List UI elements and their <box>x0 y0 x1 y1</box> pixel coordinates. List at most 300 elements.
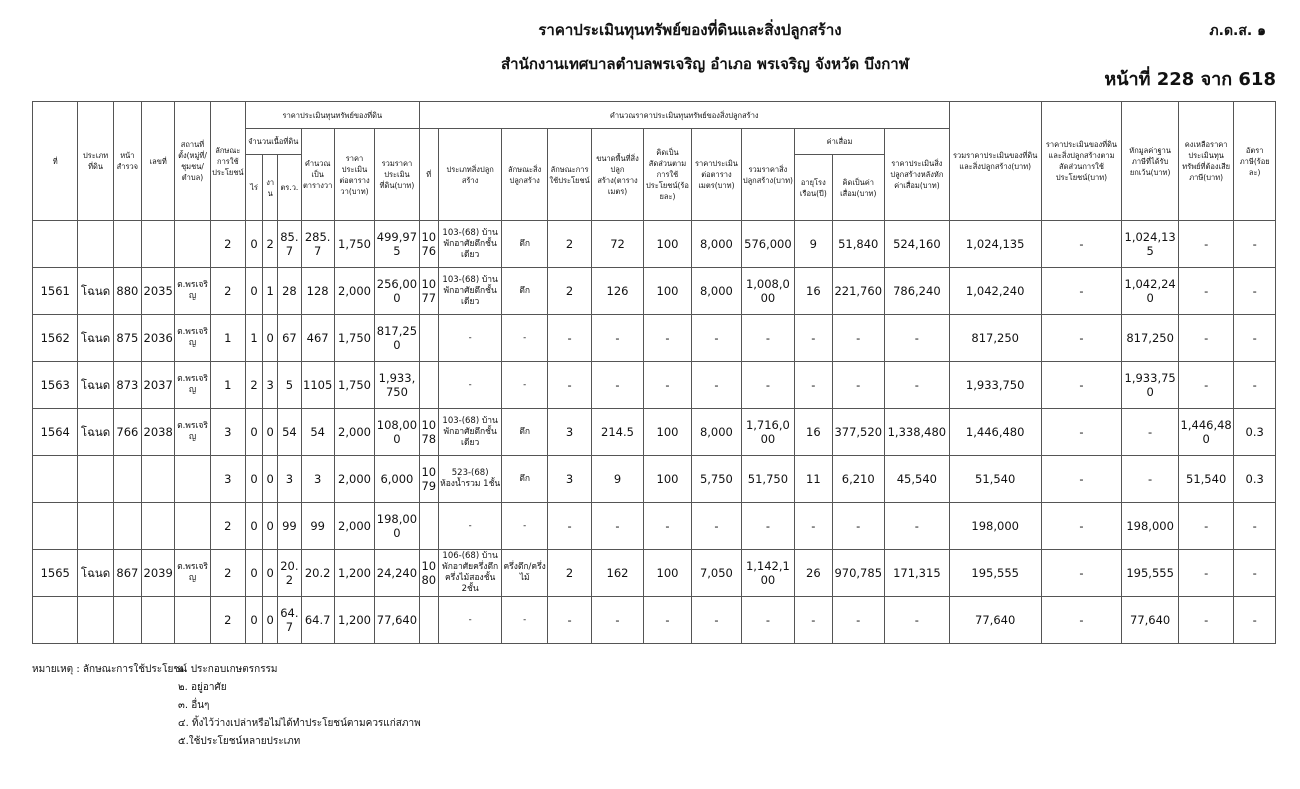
cell-price-per-sqwa: 2,000 <box>334 456 374 503</box>
cell-total-land-price: 198,000 <box>375 503 419 550</box>
cell-location: ต.พรเจริญ <box>175 268 210 315</box>
cell-rai: 2 <box>245 362 262 409</box>
cell-doc-no <box>142 221 175 268</box>
cell-bld-type: 523-(68) ห้องน้ำรวม 1ชั้น <box>438 456 502 503</box>
col-header-usage: ลักษณะการใช้ประโยชน์ <box>210 102 245 221</box>
col-header-doc-no: เลขที่ <box>142 102 175 221</box>
cell-location <box>175 221 210 268</box>
col-header-bld-type: ประเภทสิ่งปลูกสร้าง <box>438 129 502 221</box>
notes-section <box>32 661 421 751</box>
note-item: ๒. อยู่อาศัย <box>178 682 227 693</box>
cell-total-all: 77,640 <box>949 597 1041 644</box>
cell-exemption: 817,250 <box>1122 315 1179 362</box>
cell-total-land-price: 6,000 <box>375 456 419 503</box>
cell-doc-no <box>142 597 175 644</box>
cell-bld-no <box>419 503 438 550</box>
cell-bld-kind: - <box>502 362 547 409</box>
cell-no <box>33 456 78 503</box>
table-row <box>33 456 1276 503</box>
cell-bld-no <box>419 597 438 644</box>
col-header-proportional: ราคาประเมินของที่ดินและสิ่งปลูกสร้างตามสัดส่วนการใช้ประโยชน์(บาท) <box>1041 102 1122 221</box>
col-header-bld-after-depr: ราคาประเมินสิ่งปลูกสร้างหลังหักค่าเสื่อม(บาท) <box>884 129 949 221</box>
cell-bld-usage: - <box>547 362 591 409</box>
cell-bld-type: - <box>438 503 502 550</box>
cell-usage: 2 <box>210 550 245 597</box>
note-item: ๑. ประกอบเกษตรกรรม <box>178 664 278 675</box>
col-header-total-all: รวมราคาประเมินของที่ดินและสิ่งปลูกสร้าง(บาท) <box>949 102 1041 221</box>
cell-bld-price-sqm: - <box>692 503 741 550</box>
cell-land-type: โฉนด <box>78 550 113 597</box>
cell-calc-sqwa: 3 <box>301 456 334 503</box>
cell-bld-kind: - <box>502 315 547 362</box>
cell-usage: 3 <box>210 456 245 503</box>
cell-rai: 0 <box>245 503 262 550</box>
cell-remaining: - <box>1178 221 1234 268</box>
cell-no: 1562 <box>33 315 78 362</box>
cell-rai: 1 <box>245 315 262 362</box>
cell-total-all: 817,250 <box>949 315 1041 362</box>
cell-bld-type: - <box>438 315 502 362</box>
cell-survey-page <box>113 221 141 268</box>
cell-depr-amount: 51,840 <box>832 221 884 268</box>
cell-wa: 85.7 <box>278 221 301 268</box>
cell-ngan: 0 <box>263 503 278 550</box>
cell-bld-no: 1080 <box>419 550 438 597</box>
cell-location: ต.พรเจริญ <box>175 315 210 362</box>
cell-tax-rate: 0.3 <box>1234 456 1276 503</box>
page-info: หน้าที่ 228 จาก 618 <box>1104 69 1276 90</box>
cell-bld-kind: - <box>502 597 547 644</box>
cell-doc-no: 2036 <box>142 315 175 362</box>
cell-survey-page: 880 <box>113 268 141 315</box>
cell-bld-kind: ครึ่งตึก/ครึ่งไม้ <box>502 550 547 597</box>
cell-calc-sqwa: 64.7 <box>301 597 334 644</box>
cell-calc-sqwa: 285.7 <box>301 221 334 268</box>
cell-depr-amount: 6,210 <box>832 456 884 503</box>
cell-depr-amount: 970,785 <box>832 550 884 597</box>
cell-bld-after-depr: 171,315 <box>884 550 949 597</box>
table-row <box>33 268 1276 315</box>
cell-land-type: โฉนด <box>78 362 113 409</box>
cell-bld-size: - <box>592 503 643 550</box>
cell-survey-page: 867 <box>113 550 141 597</box>
cell-land-type <box>78 503 113 550</box>
col-header-bld-usage: ลักษณะการใช้ประโยชน์ <box>547 129 591 221</box>
note-item: ๓. อื่นๆ <box>178 700 210 711</box>
cell-ngan: 0 <box>263 550 278 597</box>
col-header-calc-sqwa: คำนวณเป็นตารางวา <box>301 129 334 221</box>
cell-bld-size: - <box>592 362 643 409</box>
cell-bld-size: - <box>592 597 643 644</box>
cell-ngan: 0 <box>263 315 278 362</box>
cell-age: - <box>795 315 832 362</box>
cell-depr-amount: - <box>832 597 884 644</box>
cell-no <box>33 503 78 550</box>
cell-wa: 67 <box>278 315 301 362</box>
cell-bld-price-sqm: - <box>692 362 741 409</box>
cell-depr-amount: - <box>832 315 884 362</box>
cell-bld-price-sqm: 8,000 <box>692 268 741 315</box>
cell-calc-sqwa: 128 <box>301 268 334 315</box>
cell-survey-page: 875 <box>113 315 141 362</box>
cell-bld-usage: 2 <box>547 221 591 268</box>
cell-ngan: 1 <box>263 268 278 315</box>
cell-price-per-sqwa: 2,000 <box>334 268 374 315</box>
cell-depr-amount: 221,760 <box>832 268 884 315</box>
col-header-bld-no: ที่ <box>419 129 438 221</box>
cell-bld-size: - <box>592 315 643 362</box>
cell-usage: 2 <box>210 503 245 550</box>
cell-tax-rate: - <box>1234 550 1276 597</box>
cell-depr-amount: 377,520 <box>832 409 884 456</box>
cell-wa: 5 <box>278 362 301 409</box>
cell-survey-page: 766 <box>113 409 141 456</box>
cell-proportional: - <box>1041 597 1122 644</box>
cell-location: ต.พรเจริญ <box>175 550 210 597</box>
cell-bld-price-sqm: 7,050 <box>692 550 741 597</box>
cell-bld-total: 1,142,100 <box>741 550 795 597</box>
cell-total-land-price: 108,000 <box>375 409 419 456</box>
cell-proportional: - <box>1041 550 1122 597</box>
cell-price-per-sqwa: 1,750 <box>334 221 374 268</box>
cell-ngan: 0 <box>263 597 278 644</box>
cell-bld-no: 1079 <box>419 456 438 503</box>
cell-doc-no: 2039 <box>142 550 175 597</box>
cell-remaining: 1,446,480 <box>1178 409 1234 456</box>
cell-exemption: 77,640 <box>1122 597 1179 644</box>
cell-total-all: 51,540 <box>949 456 1041 503</box>
cell-bld-kind: ตึก <box>502 409 547 456</box>
cell-doc-no: 2038 <box>142 409 175 456</box>
cell-calc-sqwa: 467 <box>301 315 334 362</box>
cell-usage: 2 <box>210 221 245 268</box>
cell-bld-total: - <box>741 597 795 644</box>
cell-bld-price-sqm: 8,000 <box>692 409 741 456</box>
cell-land-type: โฉนด <box>78 409 113 456</box>
cell-calc-sqwa: 54 <box>301 409 334 456</box>
col-group-land: ราคาประเมินทุนทรัพย์ของที่ดิน <box>245 102 419 129</box>
table-row <box>33 550 1276 597</box>
cell-bld-total: 51,750 <box>741 456 795 503</box>
col-header-remaining: คงเหลือราคาประเมินทุนทรัพย์ที่ต้องเสียภาษี(บาท) <box>1178 102 1234 221</box>
cell-bld-after-depr: 1,338,480 <box>884 409 949 456</box>
cell-bld-type: 103-(68) บ้านพักอาศัยตึกชั้นเดียว <box>438 268 502 315</box>
cell-no: 1564 <box>33 409 78 456</box>
col-header-tax-rate: อัตราภาษี(ร้อยละ) <box>1234 102 1276 221</box>
cell-bld-kind: ตึก <box>502 456 547 503</box>
cell-bld-type: 103-(68) บ้านพักอาศัยตึกชั้นเดียว <box>438 409 502 456</box>
cell-tax-rate: - <box>1234 362 1276 409</box>
assessment-table-body <box>33 221 1276 644</box>
col-header-location: สถานที่ตั้ง(หมู่ที่/ชุมชน/ตำบล) <box>175 102 210 221</box>
cell-remaining: - <box>1178 503 1234 550</box>
cell-wa: 54 <box>278 409 301 456</box>
cell-proportional: - <box>1041 409 1122 456</box>
cell-rai: 0 <box>245 409 262 456</box>
assessment-table <box>32 101 1276 644</box>
cell-total-all: 1,042,240 <box>949 268 1041 315</box>
cell-bld-size: 162 <box>592 550 643 597</box>
col-group-building: คำนวณราคาประเมินทุนทรัพย์ของสิ่งปลูกสร้าง <box>419 102 949 129</box>
cell-tax-rate: - <box>1234 597 1276 644</box>
cell-rai: 0 <box>245 268 262 315</box>
cell-total-land-price: 499,975 <box>375 221 419 268</box>
cell-age: 16 <box>795 268 832 315</box>
col-header-bld-percent: คิดเป็นสัดส่วนตามการใช้ประโยชน์(ร้อยละ) <box>643 129 691 221</box>
col-header-rai: ไร่ <box>245 155 262 221</box>
cell-remaining: - <box>1178 268 1234 315</box>
cell-exemption: 1,042,240 <box>1122 268 1179 315</box>
cell-bld-type: - <box>438 362 502 409</box>
cell-exemption: 1,933,750 <box>1122 362 1179 409</box>
cell-proportional: - <box>1041 315 1122 362</box>
cell-bld-after-depr: - <box>884 315 949 362</box>
cell-doc-no <box>142 456 175 503</box>
cell-bld-percent: 100 <box>643 268 691 315</box>
cell-total-land-price: 77,640 <box>375 597 419 644</box>
cell-bld-percent: 100 <box>643 221 691 268</box>
col-header-no: ที่ <box>33 102 78 221</box>
cell-rai: 0 <box>245 550 262 597</box>
table-row <box>33 315 1276 362</box>
cell-no: 1561 <box>33 268 78 315</box>
cell-bld-after-depr: - <box>884 362 949 409</box>
cell-ngan: 0 <box>263 456 278 503</box>
cell-bld-total: 1,008,000 <box>741 268 795 315</box>
cell-bld-no <box>419 315 438 362</box>
cell-land-type <box>78 597 113 644</box>
cell-location <box>175 597 210 644</box>
cell-bld-total: 1,716,000 <box>741 409 795 456</box>
cell-bld-usage: 3 <box>547 456 591 503</box>
cell-calc-sqwa: 99 <box>301 503 334 550</box>
cell-bld-price-sqm: - <box>692 315 741 362</box>
cell-bld-percent: - <box>643 597 691 644</box>
cell-age: 26 <box>795 550 832 597</box>
cell-bld-total: - <box>741 503 795 550</box>
cell-total-all: 1,933,750 <box>949 362 1041 409</box>
cell-ngan: 3 <box>263 362 278 409</box>
cell-no: 1565 <box>33 550 78 597</box>
cell-ngan: 2 <box>263 221 278 268</box>
cell-wa: 99 <box>278 503 301 550</box>
cell-bld-after-depr: 786,240 <box>884 268 949 315</box>
cell-remaining: - <box>1178 550 1234 597</box>
cell-exemption: 195,555 <box>1122 550 1179 597</box>
cell-usage: 2 <box>210 268 245 315</box>
cell-bld-kind: ตึก <box>502 221 547 268</box>
cell-remaining: 51,540 <box>1178 456 1234 503</box>
cell-total-land-price: 256,000 <box>375 268 419 315</box>
cell-wa: 3 <box>278 456 301 503</box>
cell-bld-total: - <box>741 362 795 409</box>
cell-bld-size: 214.5 <box>592 409 643 456</box>
cell-proportional: - <box>1041 221 1122 268</box>
cell-total-all: 195,555 <box>949 550 1041 597</box>
cell-bld-kind: ตึก <box>502 268 547 315</box>
cell-total-land-price: 24,240 <box>375 550 419 597</box>
cell-land-type <box>78 456 113 503</box>
col-header-bld-size: ขนาดพื้นที่สิ่งปลูกสร้าง(ตารางเมตร) <box>592 129 643 221</box>
cell-remaining: - <box>1178 362 1234 409</box>
cell-bld-after-depr: - <box>884 597 949 644</box>
cell-age: - <box>795 362 832 409</box>
col-header-depr-amount: คิดเป็นค่าเสื่อม(บาท) <box>832 155 884 221</box>
note-item: ๕.ใช้ประโยชน์หลายประเภท <box>178 736 301 747</box>
cell-age: 16 <box>795 409 832 456</box>
cell-rai: 0 <box>245 597 262 644</box>
cell-price-per-sqwa: 1,750 <box>334 315 374 362</box>
col-header-land-type: ประเภทที่ดิน <box>78 102 113 221</box>
cell-age: 9 <box>795 221 832 268</box>
cell-bld-no: 1077 <box>419 268 438 315</box>
cell-bld-usage: - <box>547 315 591 362</box>
cell-price-per-sqwa: 2,000 <box>334 409 374 456</box>
cell-total-land-price: 1,933,750 <box>375 362 419 409</box>
cell-survey-page <box>113 456 141 503</box>
cell-bld-percent: - <box>643 315 691 362</box>
cell-wa: 28 <box>278 268 301 315</box>
cell-bld-no: 1078 <box>419 409 438 456</box>
cell-rai: 0 <box>245 221 262 268</box>
col-header-exemption: หักมูลค่าฐานภาษีที่ได้รับยกเว้น(บาท) <box>1122 102 1179 221</box>
cell-location <box>175 456 210 503</box>
col-header-survey-page: หน้าสำรวจ <box>113 102 141 221</box>
cell-doc-no: 2037 <box>142 362 175 409</box>
cell-location <box>175 503 210 550</box>
table-row <box>33 221 1276 268</box>
cell-bld-after-depr: 524,160 <box>884 221 949 268</box>
cell-exemption: - <box>1122 409 1179 456</box>
cell-bld-type: - <box>438 597 502 644</box>
cell-tax-rate: - <box>1234 315 1276 362</box>
cell-tax-rate: - <box>1234 221 1276 268</box>
cell-bld-size: 9 <box>592 456 643 503</box>
cell-land-type: โฉนด <box>78 268 113 315</box>
document-title: ราคาประเมินทุนทรัพย์ของที่ดินและสิ่งปลูกสร้าง <box>538 21 842 39</box>
cell-usage: 1 <box>210 315 245 362</box>
cell-bld-size: 126 <box>592 268 643 315</box>
form-code: ภ.ด.ส. ๑ <box>1209 23 1266 39</box>
table-row <box>33 362 1276 409</box>
cell-wa: 20.2 <box>278 550 301 597</box>
col-group-depreciation: ค่าเสื่อม <box>795 129 885 155</box>
cell-bld-size: 72 <box>592 221 643 268</box>
note-item: ๔. ทิ้งไว้ว่างเปล่าหรือไม่ได้ทำประโยชน์ตามควรแก่สภาพ <box>178 718 421 729</box>
cell-no: 1563 <box>33 362 78 409</box>
table-row <box>33 409 1276 456</box>
cell-location: ต.พรเจริญ <box>175 409 210 456</box>
cell-bld-price-sqm: - <box>692 597 741 644</box>
cell-bld-percent: 100 <box>643 409 691 456</box>
cell-bld-total: 576,000 <box>741 221 795 268</box>
col-header-ngan: งาน <box>263 155 278 221</box>
cell-total-all: 1,024,135 <box>949 221 1041 268</box>
col-header-bld-total: รวมราคาสิ่งปลูกสร้าง(บาท) <box>741 129 795 221</box>
cell-price-per-sqwa: 2,000 <box>334 503 374 550</box>
cell-usage: 2 <box>210 597 245 644</box>
cell-tax-rate: - <box>1234 503 1276 550</box>
cell-bld-no <box>419 362 438 409</box>
cell-ngan: 0 <box>263 409 278 456</box>
col-header-price-per-sqwa: ราคาประเมินต่อตารางวา(บาท) <box>334 129 374 221</box>
cell-bld-percent: - <box>643 503 691 550</box>
col-header-age: อายุโรงเรือน(ปี) <box>795 155 832 221</box>
cell-bld-percent: 100 <box>643 550 691 597</box>
cell-no <box>33 221 78 268</box>
cell-land-type <box>78 221 113 268</box>
cell-price-per-sqwa: 1,750 <box>334 362 374 409</box>
cell-bld-price-sqm: 8,000 <box>692 221 741 268</box>
cell-calc-sqwa: 20.2 <box>301 550 334 597</box>
cell-location: ต.พรเจริญ <box>175 362 210 409</box>
cell-age: - <box>795 597 832 644</box>
cell-tax-rate: 0.3 <box>1234 409 1276 456</box>
cell-bld-total: - <box>741 315 795 362</box>
cell-bld-usage: 2 <box>547 268 591 315</box>
cell-tax-rate: - <box>1234 268 1276 315</box>
cell-bld-usage: 3 <box>547 409 591 456</box>
cell-remaining: - <box>1178 597 1234 644</box>
cell-price-per-sqwa: 1,200 <box>334 597 374 644</box>
cell-usage: 1 <box>210 362 245 409</box>
cell-age: - <box>795 503 832 550</box>
cell-exemption: - <box>1122 456 1179 503</box>
cell-no <box>33 597 78 644</box>
cell-survey-page <box>113 503 141 550</box>
notes-label: หมายเหตุ : ลักษณะการใช้ประโยชน์ <box>32 664 187 675</box>
cell-calc-sqwa: 1105 <box>301 362 334 409</box>
cell-bld-percent: 100 <box>643 456 691 503</box>
col-header-bld-price-sqm: ราคาประเมินต่อตารางเมตร(บาท) <box>692 129 741 221</box>
col-header-wa: ตร.ว. <box>278 155 301 221</box>
cell-survey-page: 873 <box>113 362 141 409</box>
cell-doc-no: 2035 <box>142 268 175 315</box>
cell-depr-amount: - <box>832 362 884 409</box>
cell-bld-price-sqm: 5,750 <box>692 456 741 503</box>
cell-land-type: โฉนด <box>78 315 113 362</box>
cell-usage: 3 <box>210 409 245 456</box>
table-row <box>33 503 1276 550</box>
cell-remaining: - <box>1178 315 1234 362</box>
cell-total-land-price: 817,250 <box>375 315 419 362</box>
cell-bld-after-depr: - <box>884 503 949 550</box>
cell-bld-percent: - <box>643 362 691 409</box>
cell-proportional: - <box>1041 456 1122 503</box>
cell-bld-type: 106-(68) บ้านพักอาศัยครึ่งตึกครึ่งไม้สองชั้น 2ชั้น <box>438 550 502 597</box>
cell-bld-usage: - <box>547 597 591 644</box>
col-header-bld-kind: ลักษณะสิ่งปลูกสร้าง <box>502 129 547 221</box>
cell-doc-no <box>142 503 175 550</box>
cell-age: 11 <box>795 456 832 503</box>
cell-price-per-sqwa: 1,200 <box>334 550 374 597</box>
cell-proportional: - <box>1041 268 1122 315</box>
col-group-land-area: จำนวนเนื้อที่ดิน <box>245 129 301 155</box>
cell-total-all: 1,446,480 <box>949 409 1041 456</box>
cell-bld-no: 1076 <box>419 221 438 268</box>
cell-proportional: - <box>1041 362 1122 409</box>
cell-bld-after-depr: 45,540 <box>884 456 949 503</box>
cell-rai: 0 <box>245 456 262 503</box>
cell-depr-amount: - <box>832 503 884 550</box>
document-subtitle: สำนักงานเทศบาลตำบลพรเจริญ อำเภอ พรเจริญ จังหวัด บึงกาฬ <box>501 55 909 73</box>
cell-bld-type: 103-(68) บ้านพักอาศัยตึกชั้นเดียว <box>438 221 502 268</box>
cell-bld-usage: 2 <box>547 550 591 597</box>
cell-bld-kind: - <box>502 503 547 550</box>
cell-bld-usage: - <box>547 503 591 550</box>
cell-survey-page <box>113 597 141 644</box>
cell-total-all: 198,000 <box>949 503 1041 550</box>
